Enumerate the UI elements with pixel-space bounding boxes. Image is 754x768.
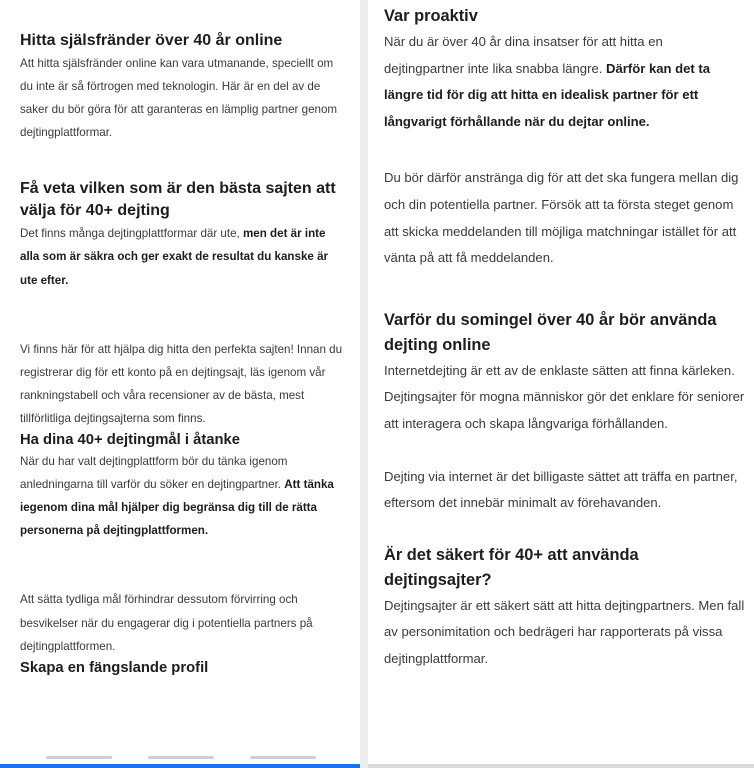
nav-indicator-2 [148, 756, 214, 759]
paragraph-internetdejting: Internetdejting är ett av de enklaste sätten att finna kärleken. Dejtingsajter för mogna människor gör det enklare för seniorer att interagera och skapa långvariga förhållanden. [384, 362, 745, 431]
right-bottom-strip [368, 764, 754, 768]
paragraph-hitta-sjalsfrander: Att hitta själsfränder online kan vara utmanande, speciellt om du inte är så förtrogen med teknologin. Här är en del av de saker du bör göra för att garanteras en lämplig partner genom dejtingplattformar. [20, 57, 338, 140]
paragraph-dejtingmal-bold: Att tänka iegenom dina mål hjälper dig begränsa dig till de rätta personerna på dejtingplattformen. [20, 478, 334, 538]
heading-fangslande-profil: Skapa en fängslande profil [20, 659, 209, 676]
heading-var-proaktiv: Var proaktiv [384, 7, 478, 25]
left-article-content [20, 30, 346, 678]
paragraph-billigaste-sattet: Dejting via internet är det billigaste sättet att träffa en partner, eftersom det innebär minimalt av förehavanden. [384, 468, 738, 511]
paragraph-perfekta-sajten: Vi finns här för att hjälpa dig hitta den perfekta sajten! Innan du registrerar dig för ett konto på en dejtingsajt, läs igenom vår rankningstabell och våra recensioner av de bästa, mest tillförlitliga dejtingsajterna som finns. [20, 342, 343, 425]
paragraph-tydliga-mal: Att sätta tydliga mål förhindrar dessutom förvirring och besvikelser när du engagerar dig i potentiella partners på dejtingplattformen. [20, 593, 313, 653]
heading-basta-sajten: Få veta vilken som är den bästa sajten att välja för 40+ dejting [20, 180, 336, 220]
paragraph-basta-sajten-bold: men det är inte alla som är säkra och ger exakt de resultat du kanske är ute efter. [20, 227, 329, 287]
heading-somingel-over-40: Varför du somingel över 40 år bör använda dejting online [384, 310, 717, 354]
right-article-panel [368, 0, 754, 768]
heading-hitta-sjalsfrander: Hitta själsfränder över 40 år online [20, 32, 283, 49]
heading-dejtingmal: Ha dina 40+ dejtingmål i åtanke [20, 432, 240, 449]
paragraph-var-proaktiv-bold: Därför kan det ta längre tid för dig att hitta en idealisk partner för ett långvarigt förhållande när du dejtar online. [384, 60, 711, 129]
nav-indicator-1 [46, 756, 112, 759]
heading-ar-det-sakert: Är det säkert för 40+ att använda dejtingsajter? [384, 545, 639, 589]
paragraph-anstranga-dig: Du bör därför anstränga dig för att det ska fungera mellan dig och din potentiella partner. Försök att ta första steget genom att skicka meddelanden till möjliga matchningar istället för att vänta på att få meddelanden. [384, 170, 739, 266]
paragraph-basta-sajten [20, 222, 346, 291]
paragraph-basta-sajten-text: Det finns många dejtingplattformar där ute, [20, 227, 240, 241]
paragraph-sakert-satt: Dejtingsajter är ett säkert sätt att hitta dejtingpartners. Men fall av personimitation och bedrägeri har rapporterats på vissa dejtingplattformar. [384, 597, 745, 666]
paragraph-dejtingmal-text: När du har valt dejtingplattform bör du tänka igenom anledningarna till varför du söker en dejtingpartner. [20, 455, 288, 492]
paragraph-var-proaktiv [384, 29, 746, 135]
left-article-panel [0, 0, 360, 768]
nav-indicator-3 [250, 756, 316, 759]
bottom-accent-strip [0, 764, 360, 768]
paragraph-dejtingmal [20, 450, 346, 542]
right-article-content [384, 4, 746, 673]
paragraph-var-proaktiv-text: När du är över 40 år dina insatser för att hitta en dejtingpartner inte lika snabba längre. [384, 34, 663, 76]
